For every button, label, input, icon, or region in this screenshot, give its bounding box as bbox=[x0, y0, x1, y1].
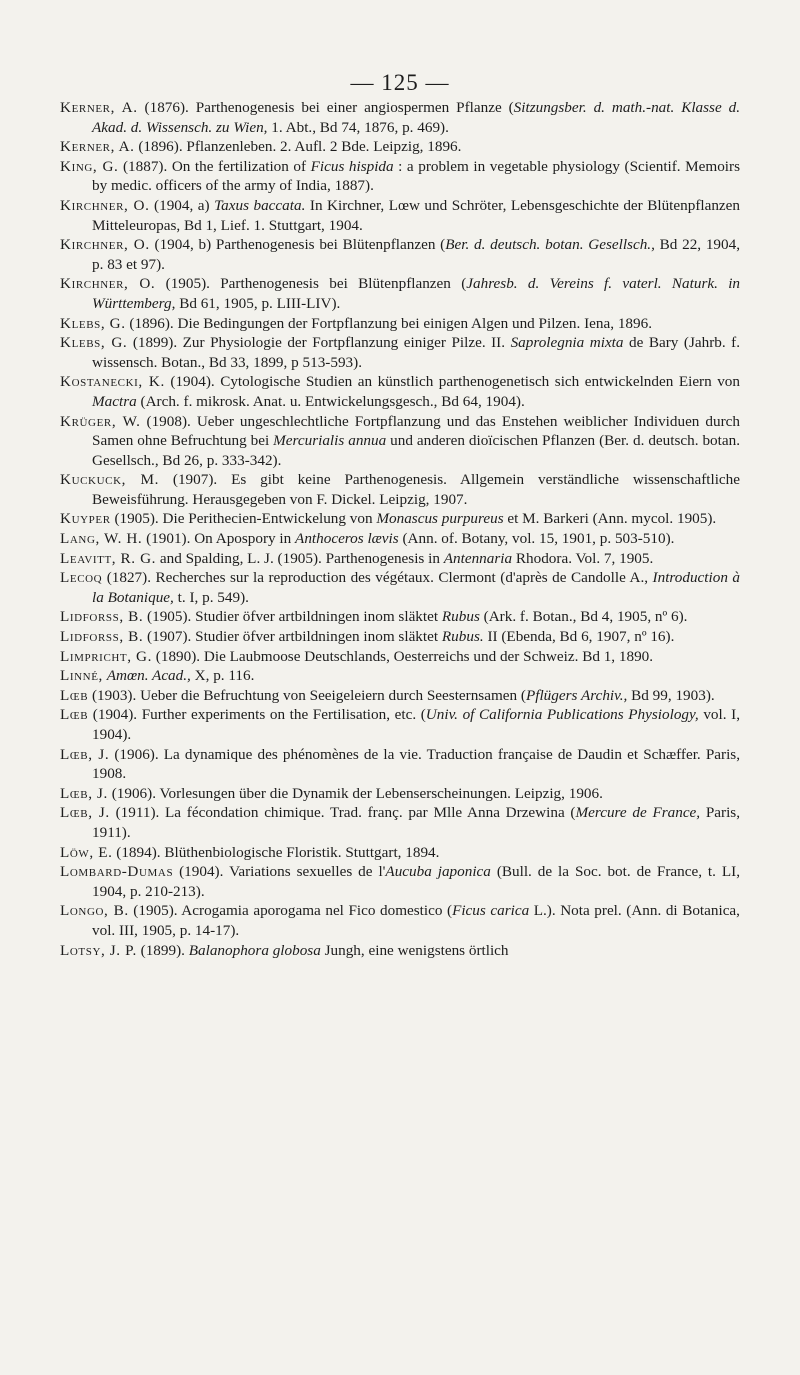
entry-italic-title: Pflügers Archiv., bbox=[525, 686, 628, 704]
entry-italic-title: Taxus baccata. bbox=[214, 196, 306, 214]
entry-italic-title: Mactra bbox=[92, 392, 137, 410]
entry-author: Kirchner, O. bbox=[60, 275, 156, 293]
entry-text: (1911). La fécondation chimique. Trad. franç. par Mlle Anna Drzewina ( bbox=[109, 804, 576, 822]
entry-author: Kerner, A. bbox=[60, 138, 135, 156]
bibliography-entry bbox=[60, 372, 740, 411]
entry-tail: II (Ebenda, Bd 6, 1907, nº 16). bbox=[483, 628, 675, 646]
entry-tail: Rhodora. Vol. 7, 1905. bbox=[512, 549, 654, 567]
entry-author: Kostanecki, K. bbox=[60, 373, 165, 391]
entry-italic-title: Jahresb. d. Vereins f. vaterl. Naturk. in Württemberg, bbox=[92, 275, 741, 312]
entry-author: Löw, E. bbox=[60, 843, 113, 861]
entry-tail: et M. Barkeri (Ann. mycol. 1905). bbox=[503, 510, 717, 528]
entry-tail: und anderen dioïcischen Pflanzen (Ber. d. deutsch. botan. Gesellsch., Bd 26, p. 333-342). bbox=[92, 432, 740, 469]
bibliography-entry bbox=[60, 686, 740, 706]
entry-tail: In Kirchner, Lœw und Schröter, Lebensgeschichte der Blütenpflanzen Mitteleuropas, Bd 1, Lief. 1. Stuttgart, 1904. bbox=[92, 196, 741, 234]
bibliography-entry bbox=[60, 647, 740, 667]
entry-tail: 1. Abt., Bd 74, 1876, p. 469). bbox=[267, 118, 449, 136]
bibliography-entry bbox=[60, 901, 740, 940]
bibliography-entry bbox=[60, 745, 740, 784]
entry-italic-title: Ber. d. deutsch. botan. Gesellsch., bbox=[445, 236, 655, 254]
entry-italic-title: Sitzungsber. d. math.-nat. Klasse d. Akad. d. Wissensch. zu Wien, bbox=[92, 99, 740, 136]
entry-author: Kuyper bbox=[60, 510, 111, 528]
bibliography-entry bbox=[60, 196, 740, 235]
entry-author: Lœb bbox=[60, 706, 89, 724]
entry-italic-title: Introduction à la Botanique, bbox=[92, 569, 740, 606]
entry-author: Lœb, J. bbox=[60, 745, 110, 763]
entry-text: (1907). Studier öfver artbildningen inom släktet bbox=[143, 628, 442, 646]
entry-text: (1904). Cytologische Studien an künstlich parthenogenetisch sich entwickelnden Eiern von bbox=[164, 373, 740, 391]
entry-text: (1905). Die Perithecien-Entwickelung von bbox=[110, 510, 377, 528]
bibliography-entry bbox=[60, 235, 740, 274]
entry-italic-title: Ficus hispida bbox=[310, 157, 394, 175]
entry-text: (1890). Die Laubmoose Deutschlands, Oesterreichs und der Schweiz. Bd 1, 1890. bbox=[152, 647, 654, 665]
bibliography-entry bbox=[60, 627, 740, 647]
entry-author: Kerner, A. bbox=[60, 99, 138, 116]
entry-author: Kuckuck, M. bbox=[60, 471, 160, 489]
bibliography-entry bbox=[60, 784, 740, 804]
entry-text: and Spalding, L. J. (1905). Parthenogenesis in bbox=[156, 549, 444, 567]
entry-text: (1901). On Apospory in bbox=[142, 530, 296, 548]
bibliography-entry bbox=[60, 333, 740, 372]
entry-text: (1906). La dynamique des phénomènes de la vie. Traduction française de Daudin et Schæffer. Paris, 1908. bbox=[92, 745, 740, 783]
entry-author: Lotsy, J. P. bbox=[60, 941, 137, 959]
entry-author: Lang, W. H. bbox=[60, 530, 143, 548]
entry-tail: : a problem in vegetable physiology (Scientif. Memoirs by medic. officers of the army of India, 1887). bbox=[92, 157, 740, 195]
entry-italic-title: Monascus purpureus bbox=[376, 510, 504, 528]
entry-text: (1887). On the fertilization of bbox=[118, 157, 311, 175]
bibliography-entry bbox=[60, 705, 740, 744]
entry-text: (1896). Die Bedingungen der Fortpflanzung bei einigen Algen und Pilzen. Iena, 1896. bbox=[125, 314, 653, 332]
entry-text: (1904, a) bbox=[149, 196, 215, 214]
entry-author: Longo, B. bbox=[60, 902, 129, 920]
entry-text: (1894). Blüthenbiologische Floristik. Stuttgart, 1894. bbox=[112, 843, 440, 861]
entry-tail: (Bull. de la Soc. bot. de France, t. LI, 1904, p. 210-213). bbox=[92, 863, 741, 900]
entry-italic-title: Mercure de France, bbox=[575, 804, 701, 822]
entry-italic-title: Mercurialis annua bbox=[273, 432, 387, 450]
bibliography-entry bbox=[60, 314, 740, 334]
entry-text: (1904). Further experiments on the Fertilisation, etc. ( bbox=[88, 706, 426, 724]
entry-author: Kirchner, O. bbox=[60, 236, 150, 254]
entry-text: (1903). Ueber die Befruchtung von Seeigeleiern durch Seesternsamen ( bbox=[88, 686, 526, 704]
entry-tail: (Ark. f. Botan., Bd 4, 1905, nº 6). bbox=[479, 608, 688, 626]
entry-text: (1906). Vorlesungen über die Dynamik der Lebenserscheinungen. Leipzig, 1906. bbox=[107, 784, 603, 802]
bibliography-entry bbox=[60, 862, 740, 901]
entry-author: King, G. bbox=[60, 157, 119, 175]
entry-italic-title: Balanophora globosa bbox=[188, 941, 321, 959]
bibliography-entry bbox=[60, 412, 740, 471]
bibliography-entry bbox=[60, 607, 740, 627]
bibliography-list bbox=[60, 98, 740, 960]
entry-tail: L.). Nota prel. (Ann. di Botanica, vol. III, 1905, p. 14-17). bbox=[92, 902, 740, 939]
entry-tail: de Bary (Jahrb. f. wissensch. Botan., Bd 33, 1899, p 513-593). bbox=[92, 334, 740, 371]
entry-tail: Jungh, eine wenigstens örtlich bbox=[320, 941, 509, 959]
entry-italic-title: Aucuba japonica bbox=[385, 863, 491, 881]
entry-tail: vol. I, 1904). bbox=[92, 706, 741, 743]
entry-author: Lidforss, B. bbox=[60, 628, 144, 646]
bibliography-entry bbox=[60, 137, 740, 157]
bibliography-entry bbox=[60, 509, 740, 529]
entry-italic-title: Univ. of California Publications Physiology, bbox=[425, 706, 699, 724]
entry-text: (1899). Zur Physiologie der Fortpflanzung einiger Pilze. II. bbox=[127, 334, 511, 352]
entry-text: (1876). Parthenogenesis bei einer angiospermen Pflanze ( bbox=[137, 99, 514, 116]
bibliography-entry bbox=[60, 666, 740, 686]
entry-author: Krüger, W. bbox=[60, 412, 141, 430]
bibliography-entry bbox=[60, 568, 740, 607]
entry-tail: Bd 22, 1904, p. 83 et 97). bbox=[92, 236, 741, 273]
bibliography-entry bbox=[60, 843, 740, 863]
bibliography-entry bbox=[60, 803, 740, 842]
entry-italic-title: Rubus bbox=[441, 608, 480, 626]
entry-author: Lombard-Dumas bbox=[60, 863, 174, 881]
entry-text: (1899). bbox=[136, 941, 189, 959]
entry-tail: Bd 61, 1905, p. LIII-LIV). bbox=[175, 294, 341, 312]
bibliography-entry bbox=[60, 529, 740, 549]
entry-text: (1907). Es gibt keine Parthenogenesis. Allgemein verständliche wissenschaftliche Beweisführung. Herausgegeben von F. Dickel. Leipzig, 1907. bbox=[92, 471, 740, 508]
entry-italic-title: Ficus carica bbox=[452, 902, 530, 920]
entry-author: Linné, bbox=[60, 667, 103, 685]
bibliography-entry bbox=[60, 157, 740, 196]
entry-text: (1827). Recherches sur la reproduction des végétaux. Clermont (d'après de Candolle A., bbox=[102, 569, 653, 587]
entry-italic-title: Saprolegnia mixta bbox=[510, 334, 624, 352]
entry-text: (1908). Ueber ungeschlechtliche Fortpflanzung und das Enstehen weiblicher Individuen durch Samen ohne Befruchtung bei bbox=[92, 412, 740, 450]
entry-author: Lidforss, B. bbox=[60, 608, 144, 626]
entry-text: (1896). Pflanzenleben. 2. Aufl. 2 Bde. Leipzig, 1896. bbox=[134, 138, 462, 156]
entry-author: Kirchner, O. bbox=[60, 196, 150, 214]
entry-italic-title: Anthoceros lævis bbox=[295, 530, 399, 548]
entry-tail: X, p. 116. bbox=[190, 667, 255, 685]
bibliography-entry bbox=[60, 549, 740, 569]
page-number: — 125 — bbox=[350, 70, 450, 95]
entry-tail: Paris, 1911). bbox=[92, 804, 740, 841]
entry-text: (1905). Studier öfver artbildningen inom släktet bbox=[143, 608, 442, 626]
entry-italic-title: Antennaria bbox=[443, 549, 513, 567]
entry-author: Klebs, G. bbox=[60, 314, 126, 332]
bibliography-entry bbox=[60, 98, 740, 137]
entry-tail: t. I, p. 549). bbox=[173, 588, 249, 606]
entry-author: Lœb, J. bbox=[60, 784, 108, 802]
entry-tail: (Ann. of. Botany, vol. 15, 1901, p. 503-510). bbox=[398, 530, 675, 548]
entry-text: (1905). Parthenogenesis bei Blütenpflanzen ( bbox=[155, 275, 467, 293]
entry-author: Leavitt, R. G. bbox=[60, 549, 157, 567]
bibliography-entry bbox=[60, 274, 740, 313]
entry-text: (1904). Variations sexuelles de l' bbox=[173, 863, 386, 881]
entry-tail: (Arch. f. mikrosk. Anat. u. Entwickelungsgesch., Bd 64, 1904). bbox=[136, 392, 525, 410]
entry-text: (1904, b) Parthenogenesis bei Blütenpflanzen ( bbox=[149, 236, 446, 254]
entry-italic-title: Rubus. bbox=[441, 628, 484, 646]
bibliography-entry bbox=[60, 470, 740, 509]
entry-author: Klebs, G. bbox=[60, 334, 128, 352]
entry-author: Lœb bbox=[60, 686, 89, 704]
entry-text: (1905). Acrogamia aporogama nel Fico domestico ( bbox=[128, 902, 453, 920]
bibliography-entry bbox=[60, 941, 740, 961]
entry-italic-title: Amœn. Acad., bbox=[106, 667, 191, 685]
entry-tail: Bd 99, 1903). bbox=[627, 686, 715, 704]
entry-author: Limpricht, G. bbox=[60, 647, 152, 665]
entry-author: Lecoq bbox=[60, 569, 103, 587]
entry-author: Lœb, J. bbox=[60, 804, 110, 822]
